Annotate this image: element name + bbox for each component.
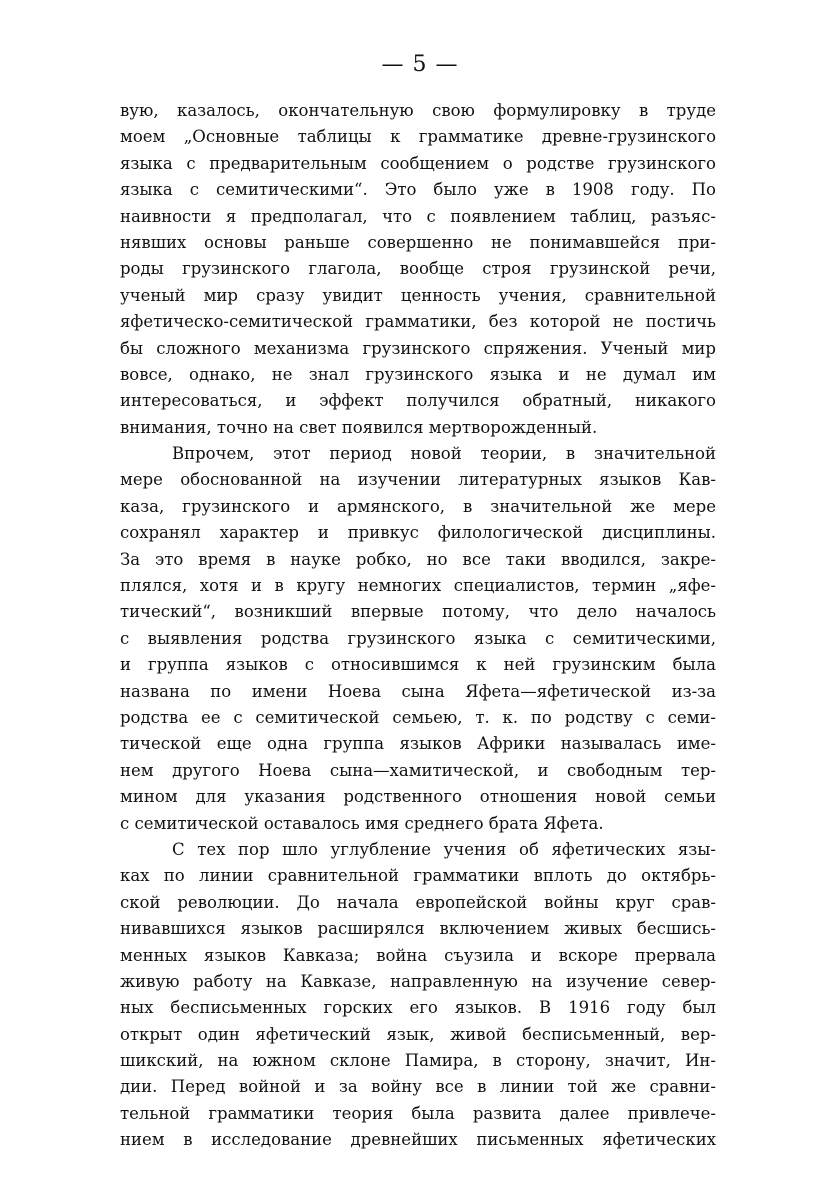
text-line: мином для указания родственного отношения новой семьи <box>120 787 716 807</box>
text-line: с семитической оставалось имя среднего брата Яфета. <box>120 813 604 833</box>
text-line: плялся, хотя и в кругу немногих специалистов, термин „яфе- <box>120 576 716 596</box>
text-line: дии. Перед войной и за войну все в линии той же сравни- <box>120 1077 716 1097</box>
text-line: открыт один яфетический язык, живой бесписьменный, вер- <box>120 1024 716 1044</box>
paragraph-3 <box>120 837 716 1154</box>
text-line: тельной грамматики теория была развита далее привлече- <box>120 1103 716 1123</box>
text-line: названа по имени Ноева сына Яфета—яфетической из-за <box>120 681 716 701</box>
text-line: интересоваться, и эффект получился обратный, никакого <box>120 391 716 411</box>
text-line: тический“, возникший впервые потому, что дело началось <box>120 602 716 622</box>
text-line: нявших основы раньше совершенно не понимавшейся при- <box>120 232 716 252</box>
text-line: языка с предварительным сообщением о родстве грузинского <box>120 153 716 173</box>
text-line: яфетическо-семитической грамматики, без которой не постичь <box>120 312 716 332</box>
text-line: С тех пор шло углубление учения об яфетических язы- <box>172 839 716 859</box>
text-line: Впрочем, этот период новой теории, в значительной <box>172 444 716 464</box>
text-line: наивности я предполагал, что с появлением таблиц, разъяс- <box>120 206 716 226</box>
text-line: языка с семитическими“. Это было уже в 1908 году. По <box>120 180 716 200</box>
text-line: роды грузинского глагола, вообще строя грузинской речи, <box>120 259 716 279</box>
page-number: — 5 — <box>381 52 459 77</box>
text-line: ках по линии сравнительной грамматики вплоть до октябрь- <box>120 866 716 886</box>
text-line: с выявления родства грузинского языка с семитическими, <box>120 628 716 648</box>
text-line: и группа языков с относившимся к ней грузинским была <box>120 655 716 675</box>
text-line: каза, грузинского и армянского, в значительной же мере <box>120 496 716 516</box>
text-line: ученый мир сразу увидит ценность учения, сравнительной <box>120 285 716 305</box>
text-line: За это время в науке робко, но все таки вводился, закре- <box>120 549 716 569</box>
text-line: сохранял характер и привкус филологической дисциплины. <box>120 523 716 543</box>
text-line: мере обоснованной на изучении литературных языков Кав- <box>120 470 716 490</box>
text-line: моем „Основные таблицы к грамматике древне-грузинского <box>120 127 716 147</box>
text-line: бы сложного механизма грузинского спряжения. Ученый мир <box>120 338 716 358</box>
text-line: ных бесписьменных горских его языков. В 1916 году был <box>120 998 716 1018</box>
paragraph-1 <box>120 98 716 441</box>
paragraph-2 <box>120 441 716 837</box>
text-line: живую работу на Кавказе, направленную на изучение север- <box>120 971 716 991</box>
text-line: родства ее с семитической семьею, т. к. по родству с семи- <box>120 707 716 727</box>
text-line: нием в исследование древнейших письменных яфетических <box>120 1130 716 1150</box>
text-line: внимания, точно на свет появился мертворожденный. <box>120 417 598 437</box>
text-line: тической еще одна группа языков Африки называлась име- <box>120 734 716 754</box>
text-line: нем другого Ноева сына—хамитической, и свободным тер- <box>120 760 716 780</box>
text-line: менных языков Кавказа; война съузила и вскоре прервала <box>120 945 716 965</box>
body-text <box>120 98 716 1154</box>
text-line: ской революции. До начала европейской войны круг срав- <box>120 892 716 912</box>
text-line: нивавшихся языков расширялся включением живых бесшись- <box>120 919 716 939</box>
text-line: вовсе, однако, не знал грузинского языка и не думал им <box>120 364 716 384</box>
text-line: вую, казалось, окончательную свою формулировку в труде <box>120 101 716 120</box>
text-line: шикский, на южном склоне Памира, в сторону, значит, Ин- <box>120 1051 716 1071</box>
